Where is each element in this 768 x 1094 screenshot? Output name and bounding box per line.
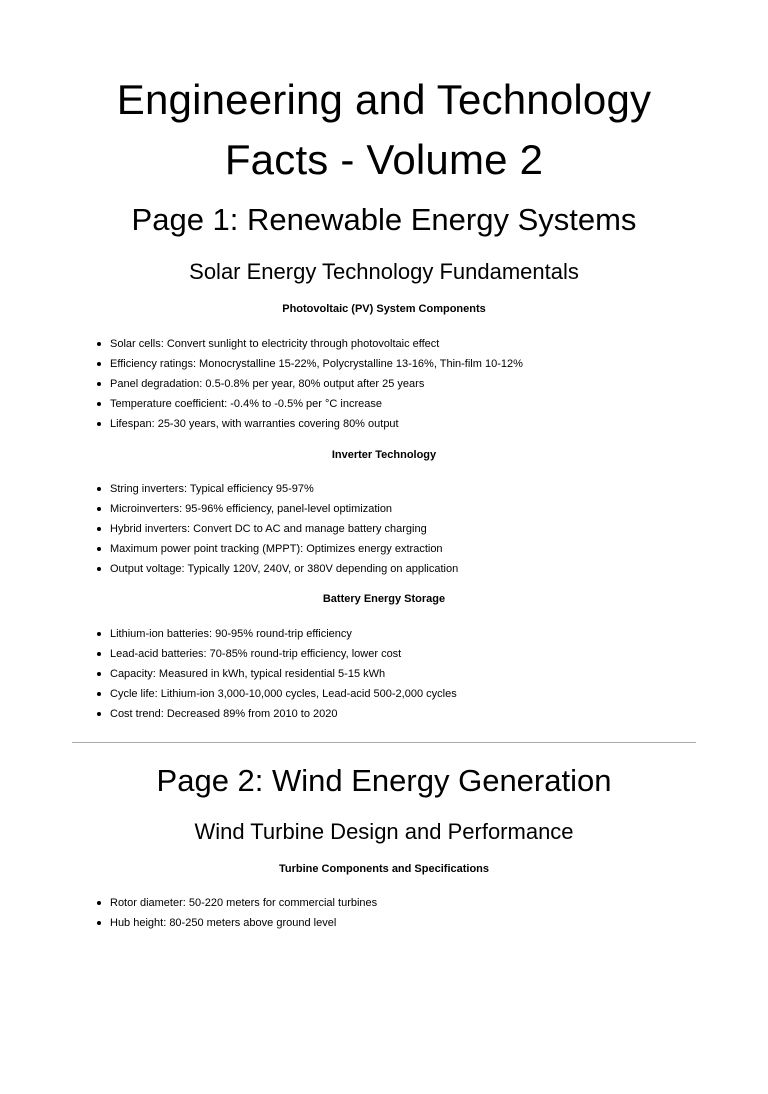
battery-storage-heading: Battery Energy Storage — [322, 593, 446, 605]
list-item: Lead-acid batteries: 70-85% round-trip efficiency, lower cost — [110, 647, 696, 667]
page-1-subheading: Solar Energy Technology Fundamentals — [189, 259, 579, 284]
list-item: Cost trend: Decreased 89% from 2010 to 2020 — [110, 707, 696, 727]
page-divider — [72, 742, 696, 743]
list-item: Hybrid inverters: Convert DC to AC and manage battery charging — [110, 522, 696, 542]
list-item: Lifespan: 25-30 years, with warranties covering 80% output — [110, 417, 696, 437]
list-item: Temperature coefficient: -0.4% to -0.5% per °C increase — [110, 397, 696, 417]
pv-components-heading: Photovoltaic (PV) System Components — [282, 303, 486, 315]
list-item: Output voltage: Typically 120V, 240V, or 380V depending on application — [110, 562, 696, 582]
document-page — [0, 70, 768, 1094]
list-item: Hub height: 80-250 meters above ground level — [110, 916, 696, 936]
list-item: Microinverters: 95-96% efficiency, panel-level optimization — [110, 502, 696, 522]
page-1-heading: Page 1: Renewable Energy Systems — [131, 202, 637, 237]
list-item: Maximum power point tracking (MPPT): Optimizes energy extraction — [110, 542, 696, 562]
page-2-heading: Page 2: Wind Energy Generation — [156, 763, 612, 798]
list-item: Cycle life: Lithium-ion 3,000-10,000 cycles, Lead-acid 500-2,000 cycles — [110, 687, 696, 707]
list-item: Solar cells: Convert sunlight to electricity through photovoltaic effect — [110, 337, 696, 357]
battery-storage-list — [72, 627, 696, 727]
list-item: Rotor diameter: 50-220 meters for commercial turbines — [110, 896, 696, 916]
inverter-technology-list — [72, 482, 696, 582]
list-item: Panel degradation: 0.5-0.8% per year, 80% output after 25 years — [110, 377, 696, 397]
inverter-technology-heading: Inverter Technology — [331, 449, 437, 461]
document-title: Engineering and Technology Facts - Volume 2 — [116, 76, 652, 183]
turbine-components-heading: Turbine Components and Specifications — [278, 863, 490, 875]
pv-components-list — [72, 337, 696, 437]
list-item: Capacity: Measured in kWh, typical residential 5-15 kWh — [110, 667, 696, 687]
list-item: Efficiency ratings: Monocrystalline 15-22%, Polycrystalline 13-16%, Thin-film 10-12% — [110, 357, 696, 377]
list-item: String inverters: Typical efficiency 95-97% — [110, 482, 696, 502]
turbine-components-list — [72, 896, 696, 936]
page-2-subheading: Wind Turbine Design and Performance — [194, 819, 574, 844]
list-item: Lithium-ion batteries: 90-95% round-trip efficiency — [110, 627, 696, 647]
